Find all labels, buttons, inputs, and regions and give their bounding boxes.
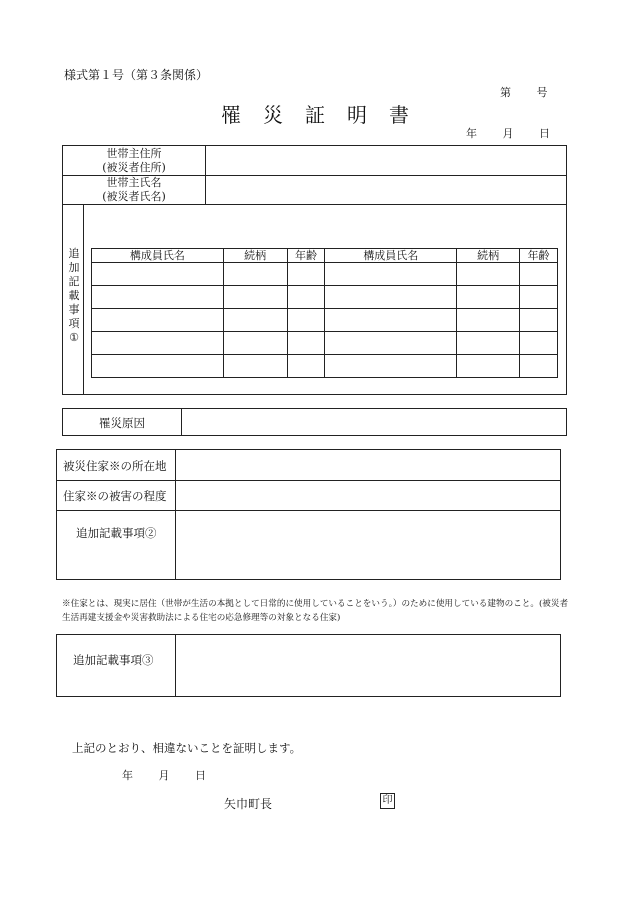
age-cell[interactable] bbox=[520, 355, 558, 378]
member-name-cell[interactable] bbox=[92, 309, 224, 332]
member-name-cell[interactable] bbox=[325, 332, 457, 355]
age-cell[interactable] bbox=[520, 263, 558, 286]
age-header: 年齢 bbox=[520, 249, 558, 263]
damage-degree-label: 住家※の被害の程度 bbox=[63, 489, 167, 503]
relation-cell[interactable] bbox=[457, 355, 520, 378]
certification-date: 年 月 日 bbox=[122, 769, 206, 782]
cause-section bbox=[62, 408, 567, 436]
age-cell[interactable] bbox=[287, 355, 325, 378]
members-table bbox=[91, 248, 558, 378]
location-label: 被災住家※の所在地 bbox=[63, 459, 167, 473]
relation-cell[interactable] bbox=[457, 286, 520, 309]
cause-label: 罹災原因 bbox=[99, 416, 145, 430]
certificate-number: 第 号 bbox=[500, 86, 548, 99]
member-name-header: 構成員氏名 bbox=[92, 249, 224, 263]
form-number: 様式第１号（第３条関係） bbox=[64, 68, 209, 82]
damage-section bbox=[56, 449, 561, 580]
member-name-cell[interactable] bbox=[92, 355, 224, 378]
additional-3-section bbox=[56, 634, 561, 697]
additional-2-label: 追加記載事項② bbox=[76, 526, 157, 540]
member-name-cell[interactable] bbox=[325, 263, 457, 286]
relation-cell[interactable] bbox=[223, 286, 287, 309]
table-row bbox=[92, 309, 558, 332]
age-cell[interactable] bbox=[520, 309, 558, 332]
issuer-title: 矢巾町長 bbox=[224, 797, 273, 811]
name-field[interactable] bbox=[206, 175, 566, 204]
issue-date: 年 月 日 bbox=[466, 127, 550, 140]
member-name-cell[interactable] bbox=[325, 309, 457, 332]
address-field[interactable] bbox=[206, 146, 566, 175]
relation-cell[interactable] bbox=[457, 263, 520, 286]
damage-degree-field[interactable] bbox=[176, 480, 560, 510]
members-header-row bbox=[92, 249, 558, 263]
name-label: 世帯主氏名 bbox=[106, 176, 162, 189]
relation-cell[interactable] bbox=[223, 355, 287, 378]
name-sub-label: (被災者氏名) bbox=[102, 190, 166, 203]
additional-2-field[interactable] bbox=[176, 510, 560, 579]
additional-1-label: 追 加 記 載 事 項 ① bbox=[68, 247, 80, 344]
seal-stamp: 印 bbox=[380, 793, 395, 809]
relation-cell[interactable] bbox=[457, 332, 520, 355]
member-name-cell[interactable] bbox=[92, 263, 224, 286]
cause-field[interactable] bbox=[182, 409, 566, 435]
document-title: 罹災証明書 bbox=[221, 103, 431, 127]
relation-cell[interactable] bbox=[223, 332, 287, 355]
additional-3-field[interactable] bbox=[176, 635, 560, 696]
age-cell[interactable] bbox=[287, 286, 325, 309]
table-row bbox=[92, 263, 558, 286]
age-cell[interactable] bbox=[520, 332, 558, 355]
relation-header: 続柄 bbox=[223, 249, 287, 263]
age-header: 年齢 bbox=[287, 249, 325, 263]
additional-3-label: 追加記載事項③ bbox=[73, 653, 154, 667]
member-name-header: 構成員氏名 bbox=[325, 249, 457, 263]
relation-cell[interactable] bbox=[223, 263, 287, 286]
age-cell[interactable] bbox=[287, 309, 325, 332]
age-cell[interactable] bbox=[520, 286, 558, 309]
household-section bbox=[62, 145, 567, 395]
dwelling-footnote: ※住家とは、現実に居住（世帯が生活の本拠として日常的に使用していることをいう。）のために使用している建物のこと。(被災者生活再建支援金や災害救助法による住宅の応急修理等の対象となる住家) bbox=[62, 599, 569, 623]
member-name-cell[interactable] bbox=[92, 332, 224, 355]
relation-header: 続柄 bbox=[457, 249, 520, 263]
table-row bbox=[92, 355, 558, 378]
address-label: 世帯主住所 bbox=[106, 147, 162, 160]
relation-cell[interactable] bbox=[223, 309, 287, 332]
member-name-cell[interactable] bbox=[325, 286, 457, 309]
certification-statement: 上記のとおり、相違ないことを証明します。 bbox=[72, 741, 302, 755]
age-cell[interactable] bbox=[287, 263, 325, 286]
location-field[interactable] bbox=[176, 450, 560, 480]
member-name-cell[interactable] bbox=[92, 286, 224, 309]
member-name-cell[interactable] bbox=[325, 355, 457, 378]
address-sub-label: (被災者住所) bbox=[102, 161, 166, 174]
age-cell[interactable] bbox=[287, 332, 325, 355]
relation-cell[interactable] bbox=[457, 309, 520, 332]
table-row bbox=[92, 286, 558, 309]
table-row bbox=[92, 332, 558, 355]
